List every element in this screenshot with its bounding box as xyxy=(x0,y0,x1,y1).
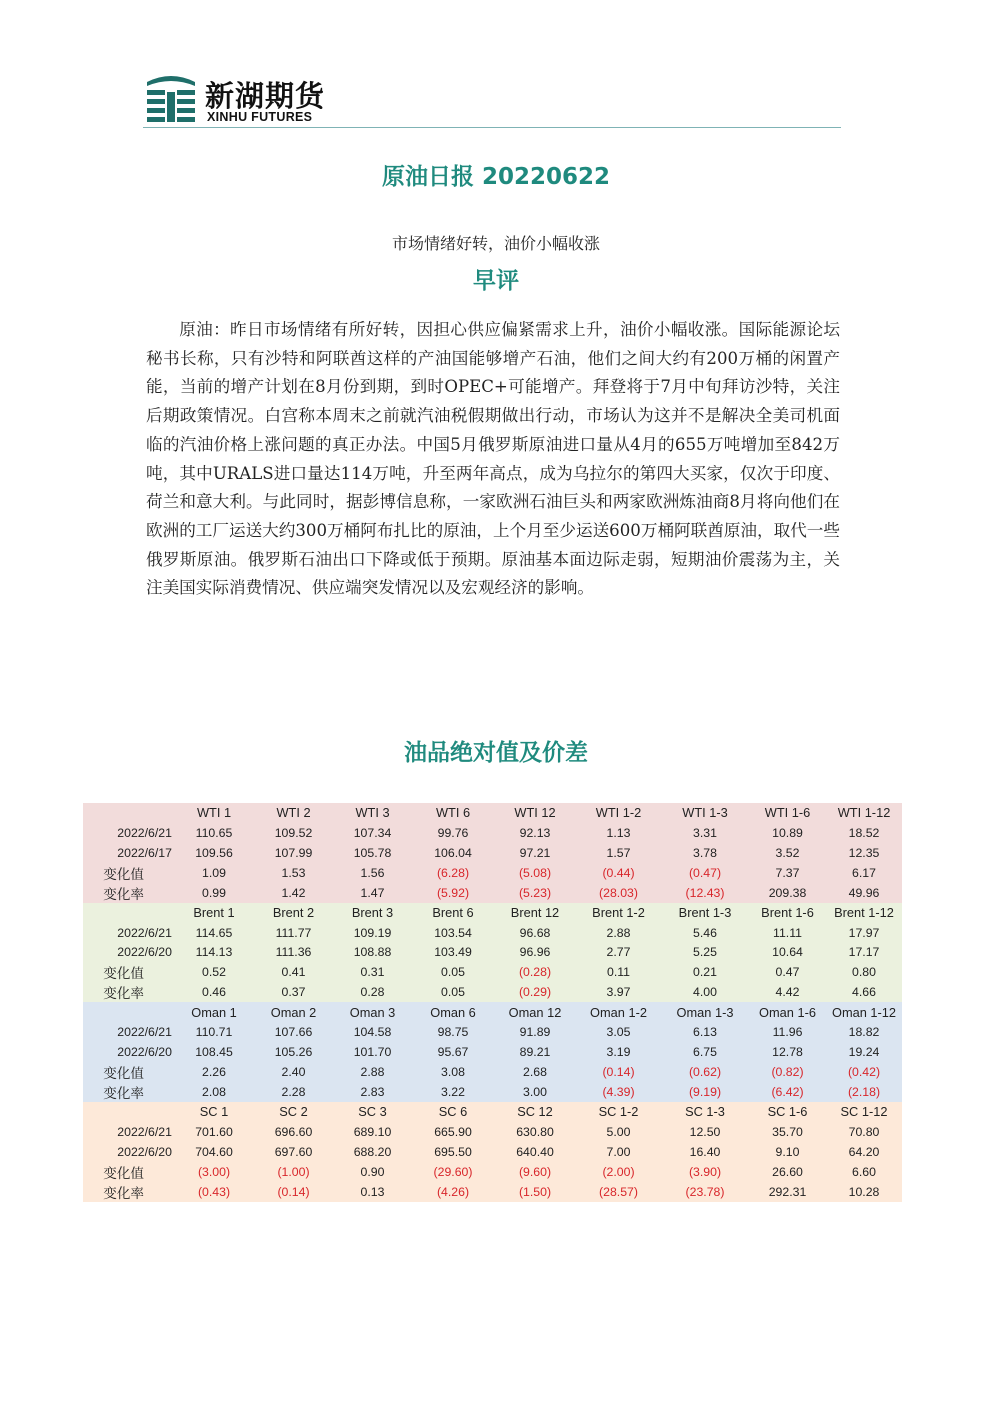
table-cell: 3.78 xyxy=(661,843,749,863)
table-cell: 109.19 xyxy=(333,923,412,943)
table-cell: 97.21 xyxy=(494,843,576,863)
column-header: SC 1 xyxy=(174,1102,254,1122)
table-cell: 688.20 xyxy=(333,1142,412,1162)
table-cell: (0.28) xyxy=(494,962,576,982)
row-label: 变化值 xyxy=(83,1162,174,1182)
table-cell: 1.56 xyxy=(333,863,412,883)
column-header: WTI 6 xyxy=(412,803,494,823)
table-cell: 5.25 xyxy=(661,942,749,962)
row-label: 2022/6/20 xyxy=(83,942,174,962)
column-header: WTI 1-6 xyxy=(749,803,826,823)
table-cell: 12.35 xyxy=(826,843,902,863)
column-header: Oman 1-3 xyxy=(661,1002,749,1022)
table-cell: 0.21 xyxy=(661,962,749,982)
column-header: WTI 12 xyxy=(494,803,576,823)
table-cell: 697.60 xyxy=(254,1142,333,1162)
column-header: Oman 1-2 xyxy=(576,1002,661,1022)
row-label: 变化率 xyxy=(83,1182,174,1202)
price-table xyxy=(83,803,902,1202)
table-cell: (0.42) xyxy=(826,1062,902,1082)
column-header: Oman 1 xyxy=(174,1002,254,1022)
xinhu-logo-icon xyxy=(143,72,199,126)
table-cell: 12.50 xyxy=(661,1122,749,1142)
row-label: 2022/6/21 xyxy=(83,1122,174,1142)
oman-header-row xyxy=(83,1002,902,1022)
table-cell: 92.13 xyxy=(494,823,576,843)
table-cell: 4.42 xyxy=(749,982,826,1002)
table-cell: 209.38 xyxy=(749,883,826,903)
table-cell: (9.19) xyxy=(661,1082,749,1102)
table-cell: 0.47 xyxy=(749,962,826,982)
column-header: WTI 2 xyxy=(254,803,333,823)
table-cell: 3.97 xyxy=(576,982,661,1002)
table-cell: 114.13 xyxy=(174,942,254,962)
table-cell: 2.83 xyxy=(333,1082,412,1102)
column-header: Brent 1-3 xyxy=(661,903,749,923)
table-cell: (2.18) xyxy=(826,1082,902,1102)
table-cell: 49.96 xyxy=(826,883,902,903)
table-cell: (5.08) xyxy=(494,863,576,883)
table-cell: 104.58 xyxy=(333,1022,412,1042)
table-cell: 96.96 xyxy=(494,942,576,962)
row-label: 变化值 xyxy=(83,1062,174,1082)
header xyxy=(143,70,843,132)
table-cell: 1.53 xyxy=(254,863,333,883)
table-row xyxy=(83,1022,902,1042)
table-cell: (0.62) xyxy=(661,1062,749,1082)
table-cell: 98.75 xyxy=(412,1022,494,1042)
table-cell: 1.09 xyxy=(174,863,254,883)
table-row xyxy=(83,982,902,1002)
brand-name-cn: 新湖期货 xyxy=(205,79,326,113)
table-cell: 3.22 xyxy=(412,1082,494,1102)
table-cell: 111.77 xyxy=(254,923,333,943)
table-cell: 640.40 xyxy=(494,1142,576,1162)
table-cell: (6.42) xyxy=(749,1082,826,1102)
table-cell: 1.47 xyxy=(333,883,412,903)
table-cell: 114.65 xyxy=(174,923,254,943)
table-cell: (5.92) xyxy=(412,883,494,903)
brent-header-row xyxy=(83,903,902,923)
column-header: Brent 6 xyxy=(412,903,494,923)
table-cell: (2.00) xyxy=(576,1162,661,1182)
table-cell: 70.80 xyxy=(826,1122,902,1142)
table-cell: 35.70 xyxy=(749,1122,826,1142)
table-cell: 0.80 xyxy=(826,962,902,982)
table-cell: 0.41 xyxy=(254,962,333,982)
table-cell: 12.78 xyxy=(749,1042,826,1062)
table-cell: 11.11 xyxy=(749,923,826,943)
table-cell: 4.66 xyxy=(826,982,902,1002)
table-cell: 10.89 xyxy=(749,823,826,843)
row-label: 变化值 xyxy=(83,962,174,982)
table-cell: (0.82) xyxy=(749,1062,826,1082)
table-cell: 107.99 xyxy=(254,843,333,863)
table-cell: 17.17 xyxy=(826,942,902,962)
table-cell: (5.23) xyxy=(494,883,576,903)
table-cell: 2.26 xyxy=(174,1062,254,1082)
table-cell: (0.29) xyxy=(494,982,576,1002)
column-header: WTI 1 xyxy=(174,803,254,823)
column-header: Brent 2 xyxy=(254,903,333,923)
column-header: SC 1-12 xyxy=(826,1102,902,1122)
row-label: 变化率 xyxy=(83,883,174,903)
section-heading-comment: 早评 xyxy=(473,267,519,294)
table-cell: 111.36 xyxy=(254,942,333,962)
table-cell: (0.47) xyxy=(661,863,749,883)
table-cell: 292.31 xyxy=(749,1182,826,1202)
table-cell: 3.52 xyxy=(749,843,826,863)
table-cell: 0.13 xyxy=(333,1182,412,1202)
column-header: Brent 1-6 xyxy=(749,903,826,923)
table-cell: 18.52 xyxy=(826,823,902,843)
wti-header-row xyxy=(83,803,902,823)
table-row xyxy=(83,1082,902,1102)
column-header: Brent 3 xyxy=(333,903,412,923)
table-cell: 9.10 xyxy=(749,1142,826,1162)
row-label-blank xyxy=(83,1002,174,1022)
table-cell: 95.67 xyxy=(412,1042,494,1062)
table-cell: 107.66 xyxy=(254,1022,333,1042)
table-cell: 3.31 xyxy=(661,823,749,843)
table-cell: (28.03) xyxy=(576,883,661,903)
table-cell: 26.60 xyxy=(749,1162,826,1182)
table-cell: 0.46 xyxy=(174,982,254,1002)
table-cell: (1.50) xyxy=(494,1182,576,1202)
table-cell: 110.65 xyxy=(174,823,254,843)
table-cell: 0.37 xyxy=(254,982,333,1002)
column-header: WTI 1-2 xyxy=(576,803,661,823)
table-cell: 0.11 xyxy=(576,962,661,982)
table-cell: 3.08 xyxy=(412,1062,494,1082)
table-cell: 108.88 xyxy=(333,942,412,962)
table-cell: 109.56 xyxy=(174,843,254,863)
table-row xyxy=(83,823,902,843)
table-cell: 103.54 xyxy=(412,923,494,943)
table-cell: (0.44) xyxy=(576,863,661,883)
table-cell: 665.90 xyxy=(412,1122,494,1142)
row-label: 2022/6/20 xyxy=(83,1142,174,1162)
column-header: Oman 2 xyxy=(254,1002,333,1022)
column-header: WTI 1-3 xyxy=(661,803,749,823)
table-row xyxy=(83,883,902,903)
table-cell: (1.00) xyxy=(254,1162,333,1182)
table-cell: 3.05 xyxy=(576,1022,661,1042)
table-cell: 18.82 xyxy=(826,1022,902,1042)
table-row xyxy=(83,962,902,982)
sc-header-row xyxy=(83,1102,902,1122)
table-cell: 2.77 xyxy=(576,942,661,962)
table-cell: 91.89 xyxy=(494,1022,576,1042)
table-cell: 701.60 xyxy=(174,1122,254,1142)
column-header: Oman 6 xyxy=(412,1002,494,1022)
table-cell: (28.57) xyxy=(576,1182,661,1202)
table-cell: 696.60 xyxy=(254,1122,333,1142)
row-label: 变化率 xyxy=(83,982,174,1002)
table-cell: 10.64 xyxy=(749,942,826,962)
table-cell: 0.31 xyxy=(333,962,412,982)
table-cell: 89.21 xyxy=(494,1042,576,1062)
table-cell: (0.43) xyxy=(174,1182,254,1202)
column-header: Oman 12 xyxy=(494,1002,576,1022)
table-cell: 695.50 xyxy=(412,1142,494,1162)
table-cell: 3.19 xyxy=(576,1042,661,1062)
table-cell: (3.90) xyxy=(661,1162,749,1182)
section-heading-table: 油品绝对值及价差 xyxy=(404,739,588,766)
table-cell: 7.37 xyxy=(749,863,826,883)
table-cell: (23.78) xyxy=(661,1182,749,1202)
table-cell: 4.00 xyxy=(661,982,749,1002)
table-cell: (29.60) xyxy=(412,1162,494,1182)
table-row xyxy=(83,843,902,863)
row-label: 变化值 xyxy=(83,863,174,883)
table-cell: (4.39) xyxy=(576,1082,661,1102)
column-header: WTI 3 xyxy=(333,803,412,823)
table-cell: 704.60 xyxy=(174,1142,254,1162)
column-header: SC 1-2 xyxy=(576,1102,661,1122)
column-header: SC 1-3 xyxy=(661,1102,749,1122)
column-header: Oman 1-12 xyxy=(826,1002,902,1022)
table-cell: 7.00 xyxy=(576,1142,661,1162)
row-label: 2022/6/17 xyxy=(83,843,174,863)
table-cell: 17.97 xyxy=(826,923,902,943)
column-header: WTI 1-12 xyxy=(826,803,902,823)
table-cell: 1.57 xyxy=(576,843,661,863)
table-cell: (9.60) xyxy=(494,1162,576,1182)
table-cell: (6.28) xyxy=(412,863,494,883)
table-cell: 103.49 xyxy=(412,942,494,962)
table-row xyxy=(83,1122,902,1142)
table-cell: 3.00 xyxy=(494,1082,576,1102)
row-label-blank xyxy=(83,903,174,923)
table-cell: 0.05 xyxy=(412,982,494,1002)
brand-name-en: XINHU FUTURES xyxy=(207,110,313,124)
commentary-paragraph: 原油：昨日市场情绪有所好转，因担心供应偏紧需求上升，油价小幅收涨。国际能源论坛秘书长称，只有沙特和阿联酋这样的产油国能够增产石油，他们之间大约有200万桶的闲置产能，当前的增产计划在8月份到期，到时OPEC+可能增产。拜登将于7月中旬拜访沙特，关注后期政策情况。白宫称本周末之前就汽油税假期做出行动，市场认为这并不是解决全美司机面临的汽油价格上涨问题的真正办法。中国5月俄罗斯原油进口量从4月的655万吨增加至842万吨，其中URALS进口量达114万吨，升至两年高点，成为乌拉尔的第四大买家，仅次于印度、荷兰和意大利。与此同时，据彭博信息称，一家欧洲石油巨头和两家欧洲炼油商8月将向他们在欧洲的工厂运送大约300万桶阿布扎比的原油，上个月至少运送600万桶阿联酋原油，取代一些俄罗斯原油。俄罗斯石油出口下降或低于预期。原油基本面边际走弱，短期油价震荡为主，关注美国实际消费情况、供应端突发情况以及宏观经济的影响。 xyxy=(146,320,840,598)
table-cell: 19.24 xyxy=(826,1042,902,1062)
table-row xyxy=(83,923,902,943)
table-cell: 108.45 xyxy=(174,1042,254,1062)
table-cell: 0.90 xyxy=(333,1162,412,1182)
column-header: SC 12 xyxy=(494,1102,576,1122)
table-row xyxy=(83,1062,902,1082)
column-header: SC 2 xyxy=(254,1102,333,1122)
table-cell: 110.71 xyxy=(174,1022,254,1042)
table-cell: 101.70 xyxy=(333,1042,412,1062)
table-cell: (12.43) xyxy=(661,883,749,903)
table-cell: 1.42 xyxy=(254,883,333,903)
table-cell: 10.28 xyxy=(826,1182,902,1202)
table-row xyxy=(83,942,902,962)
column-header: SC 3 xyxy=(333,1102,412,1122)
table-cell: (0.14) xyxy=(254,1182,333,1202)
table-cell: 6.75 xyxy=(661,1042,749,1062)
table-cell: (3.00) xyxy=(174,1162,254,1182)
table-cell: 2.40 xyxy=(254,1062,333,1082)
column-header: Oman 1-6 xyxy=(749,1002,826,1022)
table-cell: 105.78 xyxy=(333,843,412,863)
header-divider xyxy=(143,127,841,128)
table-cell: 6.60 xyxy=(826,1162,902,1182)
row-label-blank xyxy=(83,1102,174,1122)
table-cell: 16.40 xyxy=(661,1142,749,1162)
table-cell: 1.13 xyxy=(576,823,661,843)
table-cell: 6.13 xyxy=(661,1022,749,1042)
table-cell: 107.34 xyxy=(333,823,412,843)
table-cell: 2.88 xyxy=(576,923,661,943)
row-label: 2022/6/21 xyxy=(83,823,174,843)
table-cell: 11.96 xyxy=(749,1022,826,1042)
table-cell: 630.80 xyxy=(494,1122,576,1142)
column-header: Brent 12 xyxy=(494,903,576,923)
row-label: 2022/6/20 xyxy=(83,1042,174,1062)
row-label: 2022/6/21 xyxy=(83,923,174,943)
table-cell: 689.10 xyxy=(333,1122,412,1142)
table-cell: 99.76 xyxy=(412,823,494,843)
table-cell: 109.52 xyxy=(254,823,333,843)
table-cell: 2.08 xyxy=(174,1082,254,1102)
table-row xyxy=(83,1162,902,1182)
table-cell: 2.68 xyxy=(494,1062,576,1082)
table-cell: (0.14) xyxy=(576,1062,661,1082)
column-header: Brent 1-12 xyxy=(826,903,902,923)
table-cell: (4.26) xyxy=(412,1182,494,1202)
table-cell: 105.26 xyxy=(254,1042,333,1062)
column-header: Brent 1-2 xyxy=(576,903,661,923)
table-cell: 2.88 xyxy=(333,1062,412,1082)
table-cell: 0.99 xyxy=(174,883,254,903)
table-cell: 6.17 xyxy=(826,863,902,883)
row-label: 2022/6/21 xyxy=(83,1022,174,1042)
table-row xyxy=(83,1142,902,1162)
table-row xyxy=(83,1182,902,1202)
table-row xyxy=(83,863,902,883)
report-title: 原油日报 20220622 xyxy=(381,164,611,190)
table-cell: 96.68 xyxy=(494,923,576,943)
table-cell: 2.28 xyxy=(254,1082,333,1102)
column-header: SC 6 xyxy=(412,1102,494,1122)
table-row xyxy=(83,1042,902,1062)
table-cell: 5.00 xyxy=(576,1122,661,1142)
report-subtitle: 市场情绪好转，油价小幅收涨 xyxy=(391,234,600,253)
table-cell: 106.04 xyxy=(412,843,494,863)
table-cell: 0.28 xyxy=(333,982,412,1002)
table-cell: 5.46 xyxy=(661,923,749,943)
column-header: SC 1-6 xyxy=(749,1102,826,1122)
table-cell: 64.20 xyxy=(826,1142,902,1162)
table-cell: 0.52 xyxy=(174,962,254,982)
column-header: Brent 1 xyxy=(174,903,254,923)
column-header: Oman 3 xyxy=(333,1002,412,1022)
table-cell: 0.05 xyxy=(412,962,494,982)
row-label: 变化率 xyxy=(83,1082,174,1102)
row-label-blank xyxy=(83,803,174,823)
